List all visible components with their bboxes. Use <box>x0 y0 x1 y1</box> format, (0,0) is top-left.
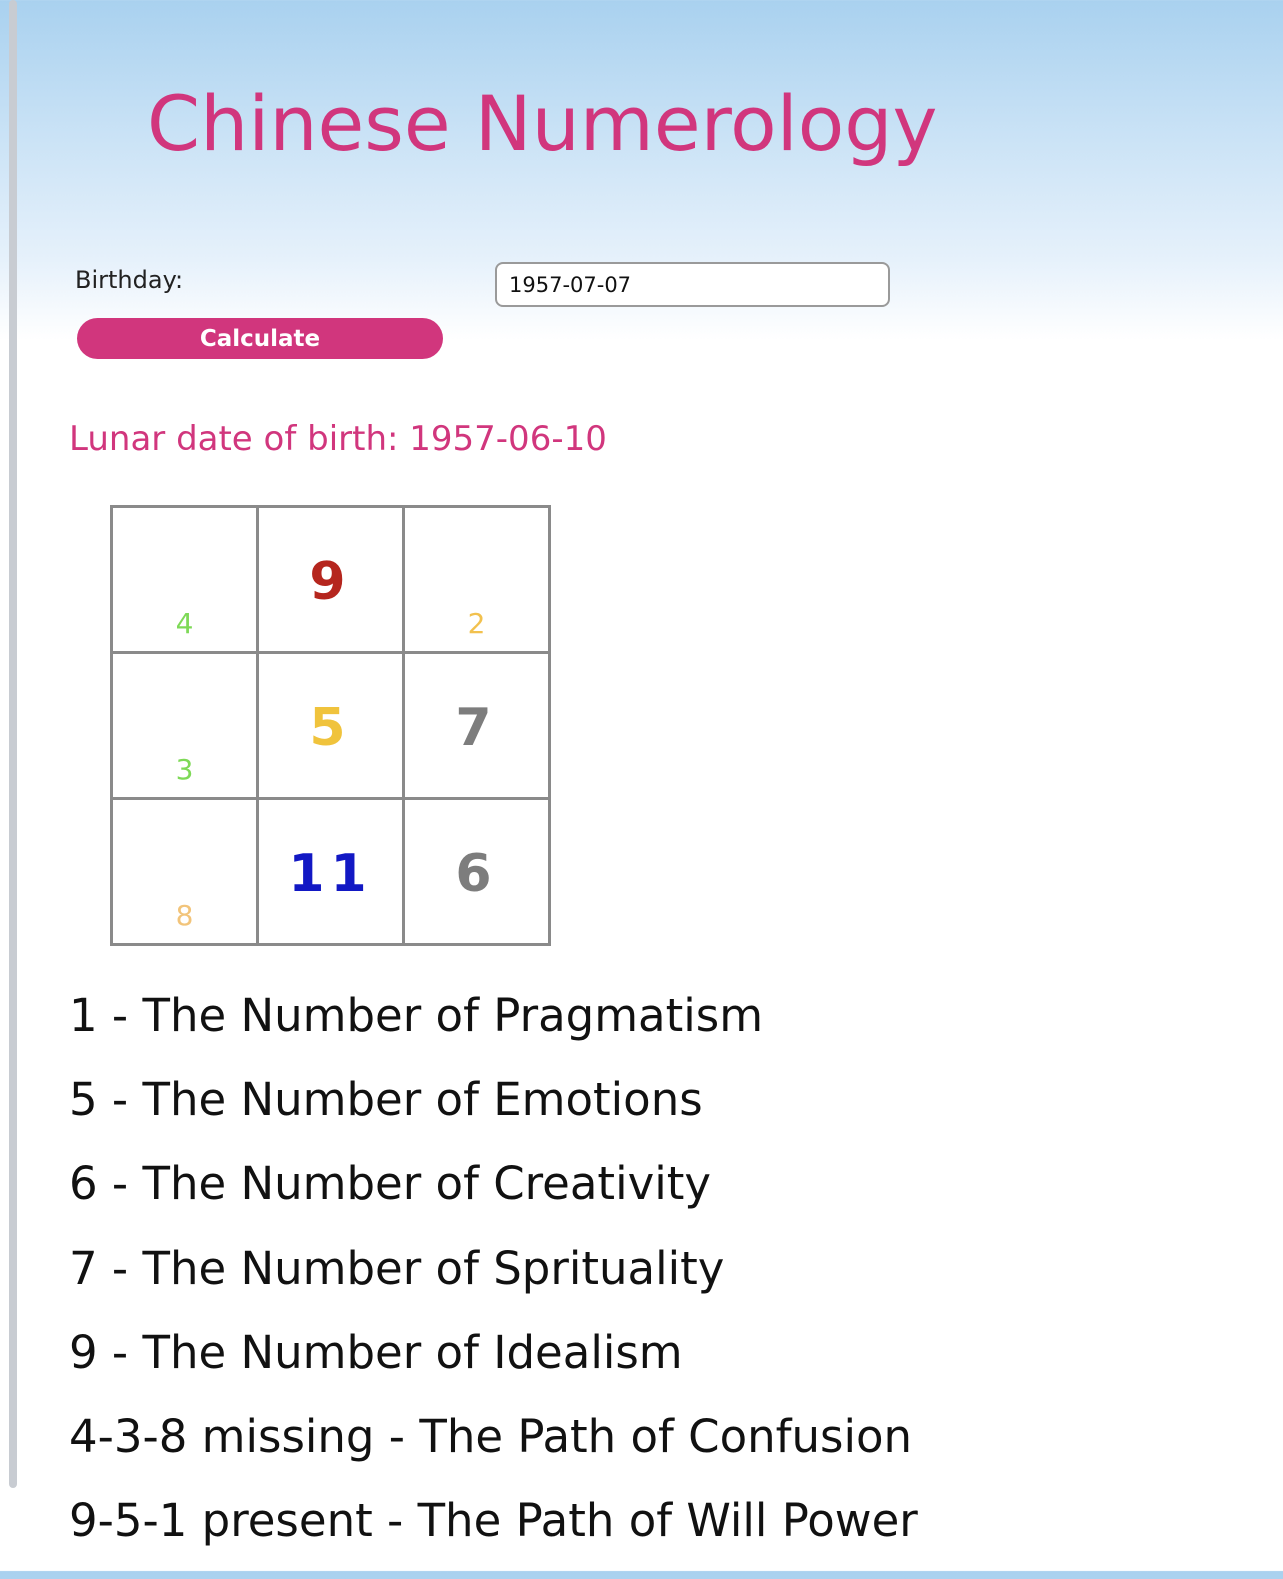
grid-cell-number: 5 <box>309 698 352 758</box>
list-item: 5 - The Number of Emotions <box>69 1073 703 1127</box>
meanings-list <box>69 990 918 1579</box>
grid-cell <box>404 653 550 799</box>
list-item: 9-5-1 present - The Path of Will Power <box>69 1494 918 1548</box>
list-item: 4-3-8 missing - The Path of Confusion <box>69 1409 913 1463</box>
list-item: 1 - The Number of Pragmatism <box>69 989 764 1042</box>
birthday-label: Birthday: <box>75 266 184 294</box>
grid-cell <box>258 653 404 799</box>
list-item: 7 - The Number of Sprituality <box>69 1241 725 1295</box>
grid-cell-number: 6 <box>455 844 498 904</box>
birthday-input[interactable] <box>495 262 890 307</box>
grid-cell-position: 3 <box>175 753 194 786</box>
grid-cell <box>112 653 258 799</box>
grid-cell-number: 11 <box>288 844 373 904</box>
calculate-button[interactable]: Calculate <box>77 318 443 359</box>
grid-cell-position: 2 <box>467 607 486 640</box>
grid-cell <box>404 799 550 945</box>
grid-cell <box>404 507 550 653</box>
list-item: 6 - The Number of Creativity <box>69 1157 711 1211</box>
grid-cell <box>112 799 258 945</box>
grid-cell <box>258 799 404 945</box>
list-item: 9 - The Number of Idealism <box>69 1325 683 1379</box>
lunar-date-text: Lunar date of birth: 1957-06-10 <box>69 419 607 459</box>
grid-cell <box>112 507 258 653</box>
scrollbar-track[interactable] <box>9 0 17 1488</box>
grid-cell-position: 8 <box>175 899 194 932</box>
grid-cell-position: 4 <box>175 607 194 640</box>
grid-cell-number: 9 <box>309 552 352 612</box>
grid-cell <box>258 507 404 653</box>
grid-cell-number: 7 <box>455 698 498 758</box>
numerology-grid <box>110 505 551 946</box>
page-title: Chinese Numerology <box>147 79 938 168</box>
